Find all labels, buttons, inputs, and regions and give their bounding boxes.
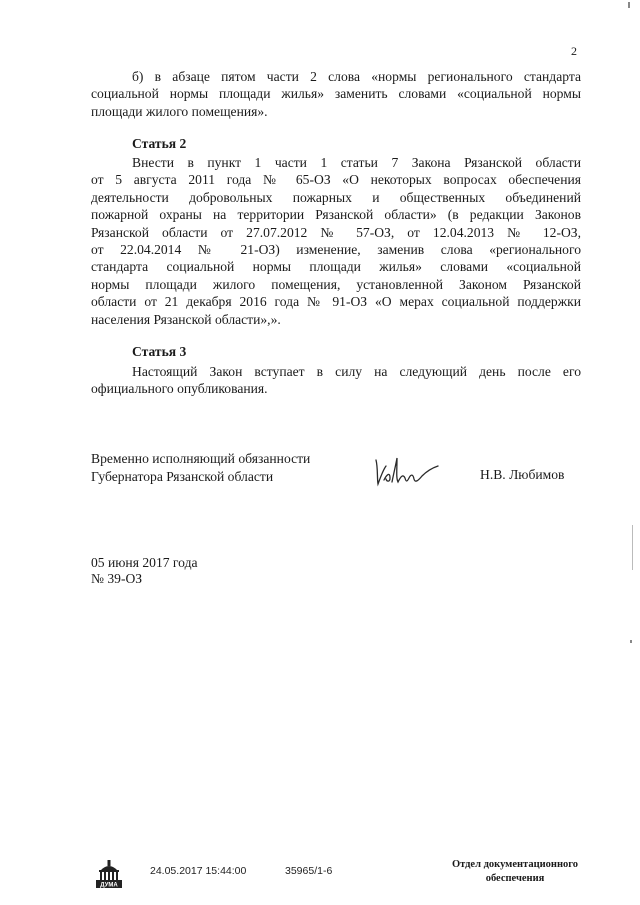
signatory-title-line: Губернатора Рязанской области <box>91 468 274 484</box>
footer-department-line: Отдел документационного <box>451 859 579 870</box>
signatory-name: Н.В. Любимов <box>480 467 565 482</box>
law-date: 05 июня 2017 года <box>91 555 198 570</box>
footer-timestamp: 24.05.2017 15:44:00 <box>150 865 247 877</box>
law-date-number <box>91 555 198 587</box>
logo-text: ДУМА <box>100 882 118 889</box>
article-2-line: Внести в пункт 1 части 1 статьи 7 Закона Рязанской области <box>132 155 581 170</box>
article-2-line: деятельности добровольных пожарных и общественных объединений <box>91 189 581 205</box>
article-3-line: официального опубликования. <box>91 381 268 397</box>
article-2-line: пожарной охраны на территории Рязанской области» (в редакции Законов <box>91 207 581 223</box>
scan-speck <box>630 640 632 643</box>
signatory-title-line: Временно исполняющий обязанности <box>91 451 311 466</box>
page-number: 2 <box>571 44 577 58</box>
scan-speck <box>632 525 633 570</box>
article-2-line: населения Рязанской области»,». <box>91 311 281 327</box>
intro-paragraph <box>91 68 581 120</box>
article-2-text <box>91 154 581 328</box>
article-3-text <box>91 363 581 398</box>
footer-department-line: обеспечения <box>485 873 545 884</box>
duma-logo-icon <box>93 860 125 890</box>
article-2-heading: Статья 2 <box>132 136 187 151</box>
article-2-line: нормы площади жилого помещения, установленной Законом Рязанской <box>91 276 581 292</box>
footer-doc-code: 35965/1-6 <box>285 865 333 877</box>
scan-speck <box>628 2 630 8</box>
article-2-line: Рязанской области от 27.07.2012 № 57-ОЗ, от 12.04.2013 № 12-ОЗ, <box>91 224 581 240</box>
intro-line: социальной нормы площади жилья» заменить словами «социальной нормы <box>91 86 581 102</box>
article-2-line: от 5 августа 2011 года № 65-ОЗ «О некоторых вопросах обеспечения <box>91 172 581 188</box>
article-2-line: области от 21 декабря 2016 года № 91-ОЗ «О мерах социальной поддержки <box>91 294 581 310</box>
article-3-line: Настоящий Закон вступает в силу на следующий день после его <box>132 364 581 379</box>
handwritten-signature <box>372 452 442 492</box>
article-3-heading: Статья 3 <box>132 344 187 359</box>
intro-line: б) в абзаце пятом части 2 слова «нормы регионального стандарта <box>132 69 581 84</box>
law-number: № 39-ОЗ <box>91 571 143 586</box>
intro-line: площади жилого помещения». <box>91 103 268 119</box>
article-2-line: стандарта социальной нормы площади жилья» словами «социальной <box>91 259 581 275</box>
signatory-title <box>91 450 310 485</box>
footer-department <box>440 858 590 886</box>
article-2-line: от 22.04.2014 № 21-ОЗ) изменение, заменив слова «регионального <box>91 242 581 258</box>
